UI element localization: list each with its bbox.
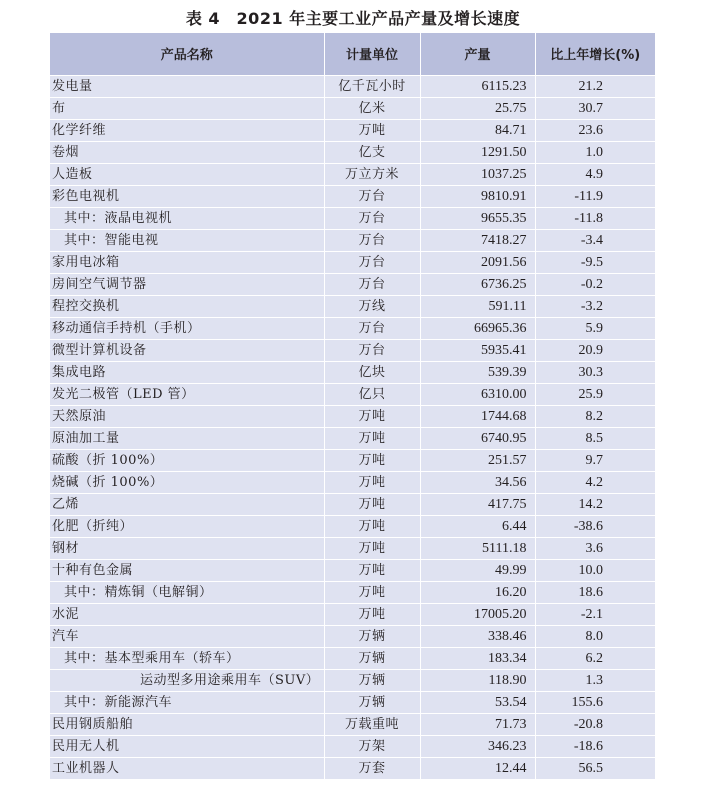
growth-cell: -20.8 xyxy=(535,713,655,735)
table-row xyxy=(50,361,655,383)
product-name-cell: 十种有色金属 xyxy=(50,559,324,581)
growth-cell: -9.5 xyxy=(535,251,655,273)
output-cell: 1744.68 xyxy=(420,405,535,427)
growth-cell: -11.9 xyxy=(535,185,655,207)
growth-cell: 155.6 xyxy=(535,691,655,713)
product-name-cell: 烧碱（折 100%） xyxy=(50,471,324,493)
product-name-cell: 化肥（折纯） xyxy=(50,515,324,537)
output-cell: 1037.25 xyxy=(420,163,535,185)
table-row xyxy=(50,757,655,779)
unit-cell: 万台 xyxy=(324,229,420,251)
table-row xyxy=(50,449,655,471)
unit-cell: 万吨 xyxy=(324,405,420,427)
growth-cell: 8.0 xyxy=(535,625,655,647)
growth-cell: -0.2 xyxy=(535,273,655,295)
output-cell: 1291.50 xyxy=(420,141,535,163)
table-row xyxy=(50,251,655,273)
table-row xyxy=(50,185,655,207)
growth-cell: -11.8 xyxy=(535,207,655,229)
unit-cell: 万吨 xyxy=(324,449,420,471)
unit-cell: 万台 xyxy=(324,339,420,361)
output-cell: 84.71 xyxy=(420,119,535,141)
table-row xyxy=(50,625,655,647)
product-name-cell: 汽车 xyxy=(50,625,324,647)
unit-cell: 万台 xyxy=(324,317,420,339)
unit-cell: 万吨 xyxy=(324,427,420,449)
unit-cell: 万吨 xyxy=(324,493,420,515)
table-row xyxy=(50,515,655,537)
growth-cell: 4.9 xyxy=(535,163,655,185)
unit-cell: 万辆 xyxy=(324,647,420,669)
growth-cell: 5.9 xyxy=(535,317,655,339)
product-name-cell: 房间空气调节器 xyxy=(50,273,324,295)
growth-cell: 4.2 xyxy=(535,471,655,493)
table-row xyxy=(50,735,655,757)
header-growth: 比上年增长(%) xyxy=(535,33,655,75)
product-name-cell: 家用电冰箱 xyxy=(50,251,324,273)
output-cell: 9655.35 xyxy=(420,207,535,229)
growth-cell: 3.6 xyxy=(535,537,655,559)
growth-cell: 56.5 xyxy=(535,757,655,779)
unit-cell: 亿块 xyxy=(324,361,420,383)
growth-cell: 30.3 xyxy=(535,361,655,383)
output-cell: 12.44 xyxy=(420,757,535,779)
product-name-cell: 发电量 xyxy=(50,75,324,97)
growth-cell: 25.9 xyxy=(535,383,655,405)
table-row xyxy=(50,119,655,141)
header-output: 产量 xyxy=(420,33,535,75)
growth-cell: -3.2 xyxy=(535,295,655,317)
product-name-cell: 民用无人机 xyxy=(50,735,324,757)
product-name-cell: 化学纤维 xyxy=(50,119,324,141)
product-name-cell: 其中：智能电视 xyxy=(50,229,324,251)
unit-cell: 亿千瓦小时 xyxy=(324,75,420,97)
product-name-cell: 人造板 xyxy=(50,163,324,185)
table-header-row xyxy=(50,33,655,75)
product-name-cell: 程控交换机 xyxy=(50,295,324,317)
unit-cell: 万辆 xyxy=(324,691,420,713)
output-cell: 6115.23 xyxy=(420,75,535,97)
product-name-cell: 卷烟 xyxy=(50,141,324,163)
unit-cell: 万辆 xyxy=(324,669,420,691)
growth-cell: -18.6 xyxy=(535,735,655,757)
growth-cell: 30.7 xyxy=(535,97,655,119)
output-cell: 183.34 xyxy=(420,647,535,669)
growth-cell: 23.6 xyxy=(535,119,655,141)
product-name-cell: 布 xyxy=(50,97,324,119)
growth-cell: -38.6 xyxy=(535,515,655,537)
table-row xyxy=(50,273,655,295)
output-cell: 5111.18 xyxy=(420,537,535,559)
table-row xyxy=(50,229,655,251)
growth-cell: -2.1 xyxy=(535,603,655,625)
output-cell: 251.57 xyxy=(420,449,535,471)
growth-cell: 1.0 xyxy=(535,141,655,163)
product-name-cell: 其中：基本型乘用车（轿车） xyxy=(50,647,324,669)
output-cell: 16.20 xyxy=(420,581,535,603)
product-name-cell: 其中：精炼铜（电解铜） xyxy=(50,581,324,603)
product-name-cell: 彩色电视机 xyxy=(50,185,324,207)
unit-cell: 万吨 xyxy=(324,515,420,537)
growth-cell: 8.2 xyxy=(535,405,655,427)
table-row xyxy=(50,207,655,229)
growth-cell: 21.2 xyxy=(535,75,655,97)
output-cell: 7418.27 xyxy=(420,229,535,251)
unit-cell: 万吨 xyxy=(324,559,420,581)
header-unit: 计量单位 xyxy=(324,33,420,75)
growth-cell: -3.4 xyxy=(535,229,655,251)
table-row xyxy=(50,669,655,691)
unit-cell: 万台 xyxy=(324,273,420,295)
product-name-cell: 发光二极管（LED 管） xyxy=(50,383,324,405)
table-row xyxy=(50,647,655,669)
growth-cell: 14.2 xyxy=(535,493,655,515)
output-cell: 118.90 xyxy=(420,669,535,691)
unit-cell: 万台 xyxy=(324,251,420,273)
unit-cell: 万吨 xyxy=(324,537,420,559)
table-row xyxy=(50,471,655,493)
output-cell: 6736.25 xyxy=(420,273,535,295)
unit-cell: 万吨 xyxy=(324,603,420,625)
unit-cell: 万台 xyxy=(324,207,420,229)
output-cell: 25.75 xyxy=(420,97,535,119)
growth-cell: 8.5 xyxy=(535,427,655,449)
product-name-cell: 工业机器人 xyxy=(50,757,324,779)
unit-cell: 万台 xyxy=(324,185,420,207)
product-name-cell: 民用钢质船舶 xyxy=(50,713,324,735)
unit-cell: 万辆 xyxy=(324,625,420,647)
table-row xyxy=(50,163,655,185)
table-row xyxy=(50,317,655,339)
unit-cell: 万吨 xyxy=(324,119,420,141)
table-title: 表 4 2021 年主要工业产品产量及增长速度 xyxy=(185,9,521,28)
table-row xyxy=(50,537,655,559)
table-row xyxy=(50,493,655,515)
output-cell: 591.11 xyxy=(420,295,535,317)
output-cell: 338.46 xyxy=(420,625,535,647)
table-row xyxy=(50,295,655,317)
product-name-cell: 天然原油 xyxy=(50,405,324,427)
table-row xyxy=(50,559,655,581)
header-product-name: 产品名称 xyxy=(50,33,324,75)
unit-cell: 亿只 xyxy=(324,383,420,405)
production-table xyxy=(50,33,655,779)
product-name-cell: 其中：液晶电视机 xyxy=(50,207,324,229)
unit-cell: 亿米 xyxy=(324,97,420,119)
product-name-cell: 移动通信手持机（手机） xyxy=(50,317,324,339)
output-cell: 346.23 xyxy=(420,735,535,757)
unit-cell: 万吨 xyxy=(324,581,420,603)
table-row xyxy=(50,603,655,625)
growth-cell: 9.7 xyxy=(535,449,655,471)
output-cell: 539.39 xyxy=(420,361,535,383)
growth-cell: 1.3 xyxy=(535,669,655,691)
product-name-cell: 集成电路 xyxy=(50,361,324,383)
table-row xyxy=(50,141,655,163)
table-row xyxy=(50,713,655,735)
table-row xyxy=(50,75,655,97)
output-cell: 49.99 xyxy=(420,559,535,581)
table-row xyxy=(50,383,655,405)
growth-cell: 20.9 xyxy=(535,339,655,361)
product-name-cell: 乙烯 xyxy=(50,493,324,515)
output-cell: 2091.56 xyxy=(420,251,535,273)
table-row xyxy=(50,405,655,427)
output-cell: 6740.95 xyxy=(420,427,535,449)
unit-cell: 万载重吨 xyxy=(324,713,420,735)
unit-cell: 万立方米 xyxy=(324,163,420,185)
output-cell: 6.44 xyxy=(420,515,535,537)
table-row xyxy=(50,97,655,119)
output-cell: 6310.00 xyxy=(420,383,535,405)
table-body xyxy=(50,75,655,779)
growth-cell: 18.6 xyxy=(535,581,655,603)
output-cell: 17005.20 xyxy=(420,603,535,625)
output-cell: 34.56 xyxy=(420,471,535,493)
product-name-cell: 原油加工量 xyxy=(50,427,324,449)
growth-cell: 6.2 xyxy=(535,647,655,669)
output-cell: 66965.36 xyxy=(420,317,535,339)
unit-cell: 万线 xyxy=(324,295,420,317)
output-cell: 5935.41 xyxy=(420,339,535,361)
unit-cell: 亿支 xyxy=(324,141,420,163)
output-cell: 9810.91 xyxy=(420,185,535,207)
output-cell: 417.75 xyxy=(420,493,535,515)
product-name-cell: 其中：新能源汽车 xyxy=(50,691,324,713)
table-row xyxy=(50,691,655,713)
table-row xyxy=(50,339,655,361)
product-name-cell: 硫酸（折 100%） xyxy=(50,449,324,471)
product-name-cell: 钢材 xyxy=(50,537,324,559)
unit-cell: 万架 xyxy=(324,735,420,757)
unit-cell: 万吨 xyxy=(324,471,420,493)
product-name-cell: 微型计算机设备 xyxy=(50,339,324,361)
output-cell: 53.54 xyxy=(420,691,535,713)
growth-cell: 10.0 xyxy=(535,559,655,581)
product-name-cell: 运动型多用途乘用车（SUV） xyxy=(50,669,324,691)
output-cell: 71.73 xyxy=(420,713,535,735)
table-row xyxy=(50,427,655,449)
unit-cell: 万套 xyxy=(324,757,420,779)
product-name-cell: 水泥 xyxy=(50,603,324,625)
table-row xyxy=(50,581,655,603)
